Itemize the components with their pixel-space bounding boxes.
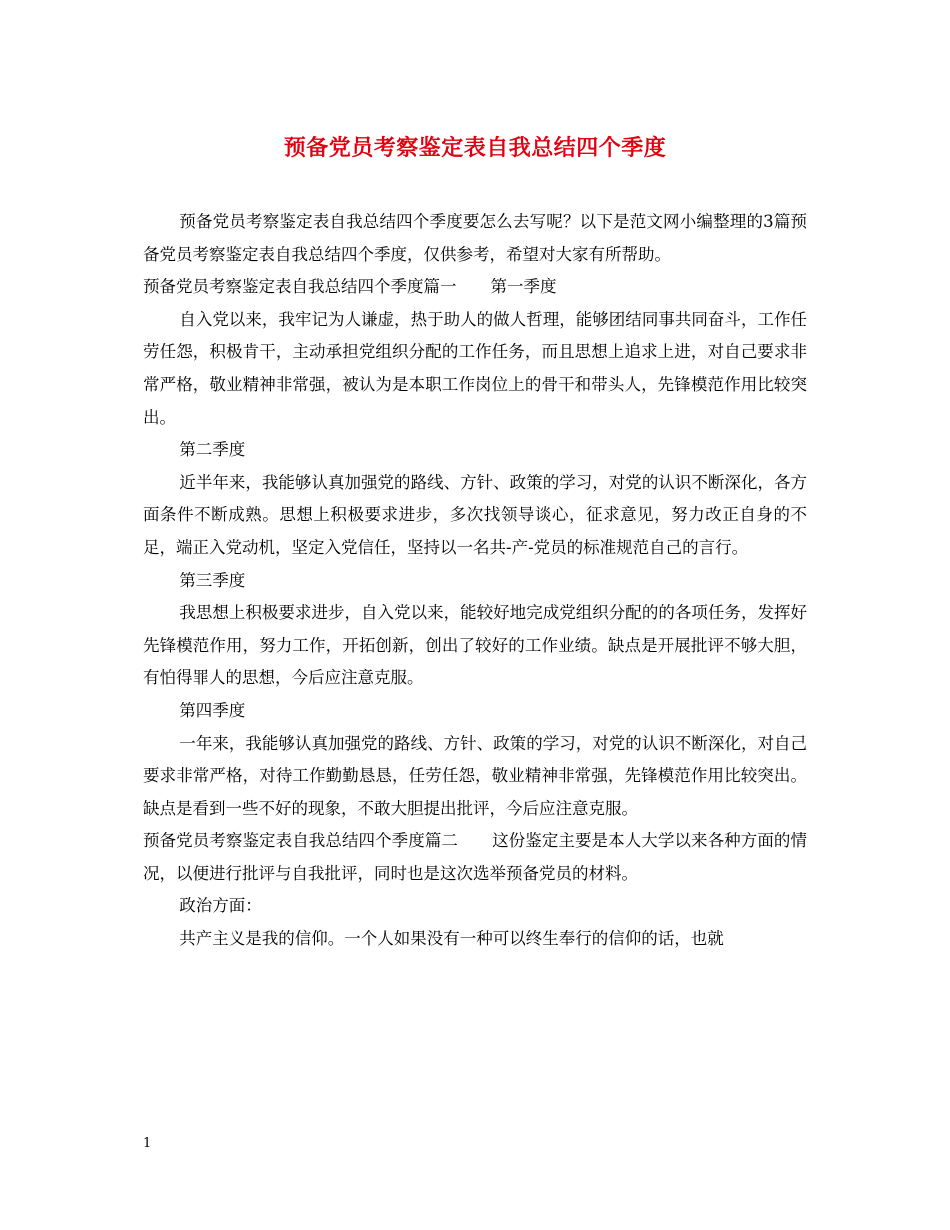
intro-paragraph: 预备党员考察鉴定表自我总结四个季度要怎么去写呢？以下是范文网小编整理的3篇预备党员考察鉴定表自我总结四个季度，仅供参考，希望对大家有所帮助。	[143, 212, 807, 264]
politics-section-label: 政治方面：	[179, 896, 262, 916]
article1-heading: 预备党员考察鉴定表自我总结四个季度篇一	[143, 277, 457, 297]
article2-heading-paragraph	[143, 825, 807, 890]
q1-label: 第一季度	[490, 277, 557, 297]
page-number: 1	[143, 1136, 152, 1151]
article1-heading-line	[143, 271, 807, 304]
q3-paragraph: 我思想上积极要求进步，自入党以来，能较好地完成党组织分配的的各项任务，发挥好先锋模范作用，努力工作，开拓创新，创出了较好的工作业绩。缺点是开展批评不够大胆，有怕得罪人的思想，今后应注意克服。	[143, 603, 807, 688]
article2-lead: 这份鉴定主要是本人大学以来各种方面的情况，以便进行批评与自我批评，同时也是这次选举预备党员的材料。	[143, 831, 808, 883]
article2-heading: 预备党员考察鉴定表自我总结四个季度篇二	[143, 831, 458, 851]
q3-label: 第三季度	[179, 570, 246, 590]
q1-paragraph: 自入党以来，我牢记为人谦虚，热于助人的做人哲理，能够团结同事共同奋斗，工作任劳任怨，积极肯干，主动承担党组织分配的工作任务，而且思想上追求上进，对自己要求非常严格，敬业精神非常强，被认为是本职工作岗位上的骨干和带头人，先锋模范作用比较突出。	[143, 309, 807, 427]
document-body	[143, 206, 807, 956]
q2-label: 第二季度	[179, 440, 246, 460]
q4-paragraph: 一年来，我能够认真加强党的路线、方针、政策的学习，对党的认识不断深化，对自己要求非常严格，对待工作勤勤恳恳，任劳任怨，敬业精神非常强，先锋模范作用比较突出。缺点是看到一些不好的现象，不敢大胆提出批评，今后应注意克服。	[143, 733, 807, 818]
politics-section-paragraph: 共产主义是我的信仰。一个人如果没有一种可以终生奉行的信仰的话，也就	[179, 929, 724, 949]
q2-paragraph: 近半年来，我能够认真加强党的路线、方针、政策的学习，对党的认识不断深化，各方面条件不断成熟。思想上积极要求进步，多次找领导谈心，征求意见，努力改正自身的不足，端正入党动机，坚定入党信任，坚持以一名共-产-党员的标准规范自己的言行。	[143, 472, 807, 557]
document-title: 预备党员考察鉴定表自我总结四个季度	[283, 135, 667, 161]
q4-label: 第四季度	[179, 700, 246, 720]
